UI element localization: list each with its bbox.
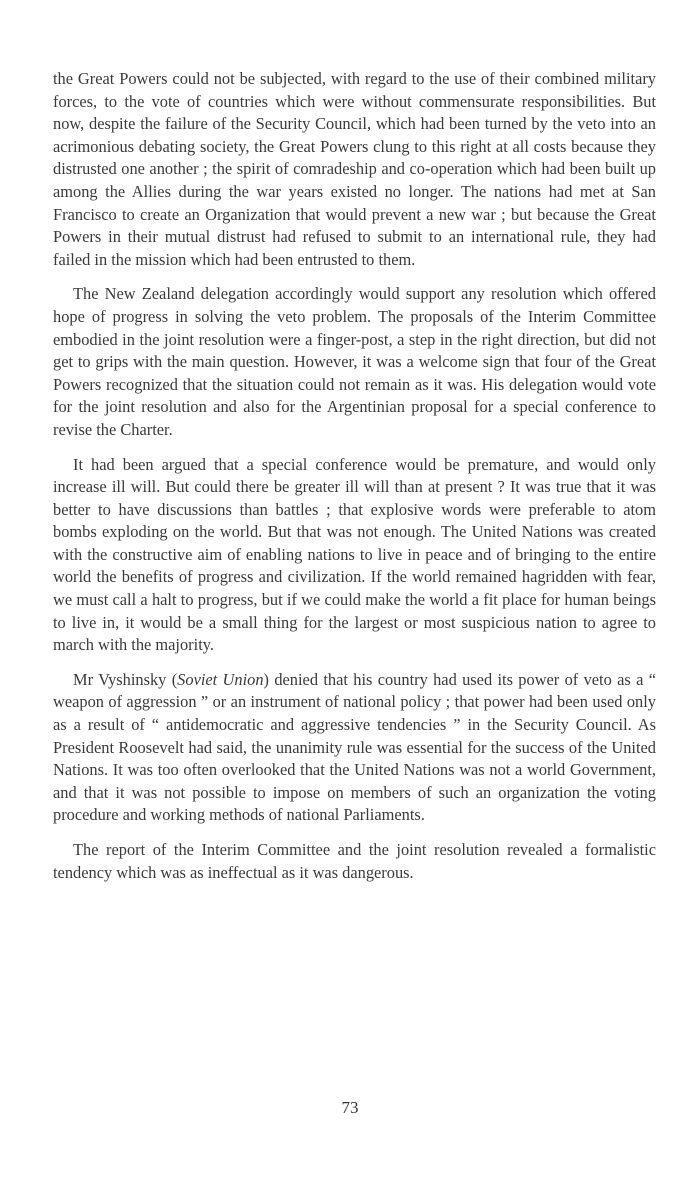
paragraph-3: It had been argued that a special conference would be premature, and would only increase ill will. But could there be greater ill will than at present ? It was true that it was better to have discussions than battles ; that explosive words were preferable to atom bombs exploding on the world. But that was not enough. The United Nations was created with the constructive aim of enabling nations to live in peace and of bringing to the entire world the benefits of progress and civilization. If the world remained hagridden with fear, we must call a halt to progress, but if we could make the world a fit place for human beings to live in, it would be a small thing for the largest or most suspicious nation to agree to march with the majority. bbox=[53, 454, 656, 655]
paragraph-5: The report of the Interim Committee and the joint resolution revealed a formalistic tendency which was as ineffectual as it was dangerous. bbox=[53, 840, 656, 882]
paragraph-4 bbox=[53, 669, 656, 827]
country-name: Soviet Union bbox=[177, 669, 264, 689]
paragraph-4-body: ) denied that his country had used its power of veto as a “ weapon of aggression ” or an instrument of national policy ; that power had been used only as a result of “ antidemocratic and aggressive tendencies ” in the Security Council. As President Roosevelt had said, the unanimity rule was essential for the success of the United Nations. It was too often overlooked that the United Nations was not a world Government, and that it was not possible to impose on members of such an organization the voting procedure and working methods of national Parliaments. bbox=[53, 669, 656, 825]
paragraph-1: the Great Powers could not be subjected, with regard to the use of their combined military forces, to the vote of countries which were without commensurate responsibilities. But now, despite the failure of the Security Council, which had been turned by the veto into an acrimonious debating society, the Great Powers clung to this right at all costs because they distrusted one another ; the spirit of comradeship and co-operation which had been built up among the Allies during the war years existed no longer. The nations had met at San Francisco to create an Organization that would prevent a new war ; but because the Great Powers in their mutual distrust had refused to submit to an international rule, they had failed in the mission which had been entrusted to them. bbox=[53, 69, 656, 269]
paragraph-4-lead: Mr Vyshinsky ( bbox=[73, 669, 178, 689]
page-body bbox=[53, 68, 656, 884]
paragraph-2: The New Zealand delegation accordingly would support any resolution which offered hope of progress in solving the veto problem. The proposals of the Interim Committee embodied in the joint resolution were a finger-post, a step in the right direction, but did not get to grips with the main question. However, it was a welcome sign that four of the Great Powers recognized that the situation could not remain as it was. His delegation would vote for the joint resolution and also for the Argentinian proposal for a special conference to revise the Charter. bbox=[53, 284, 656, 439]
page-number: 73 bbox=[341, 1098, 359, 1117]
